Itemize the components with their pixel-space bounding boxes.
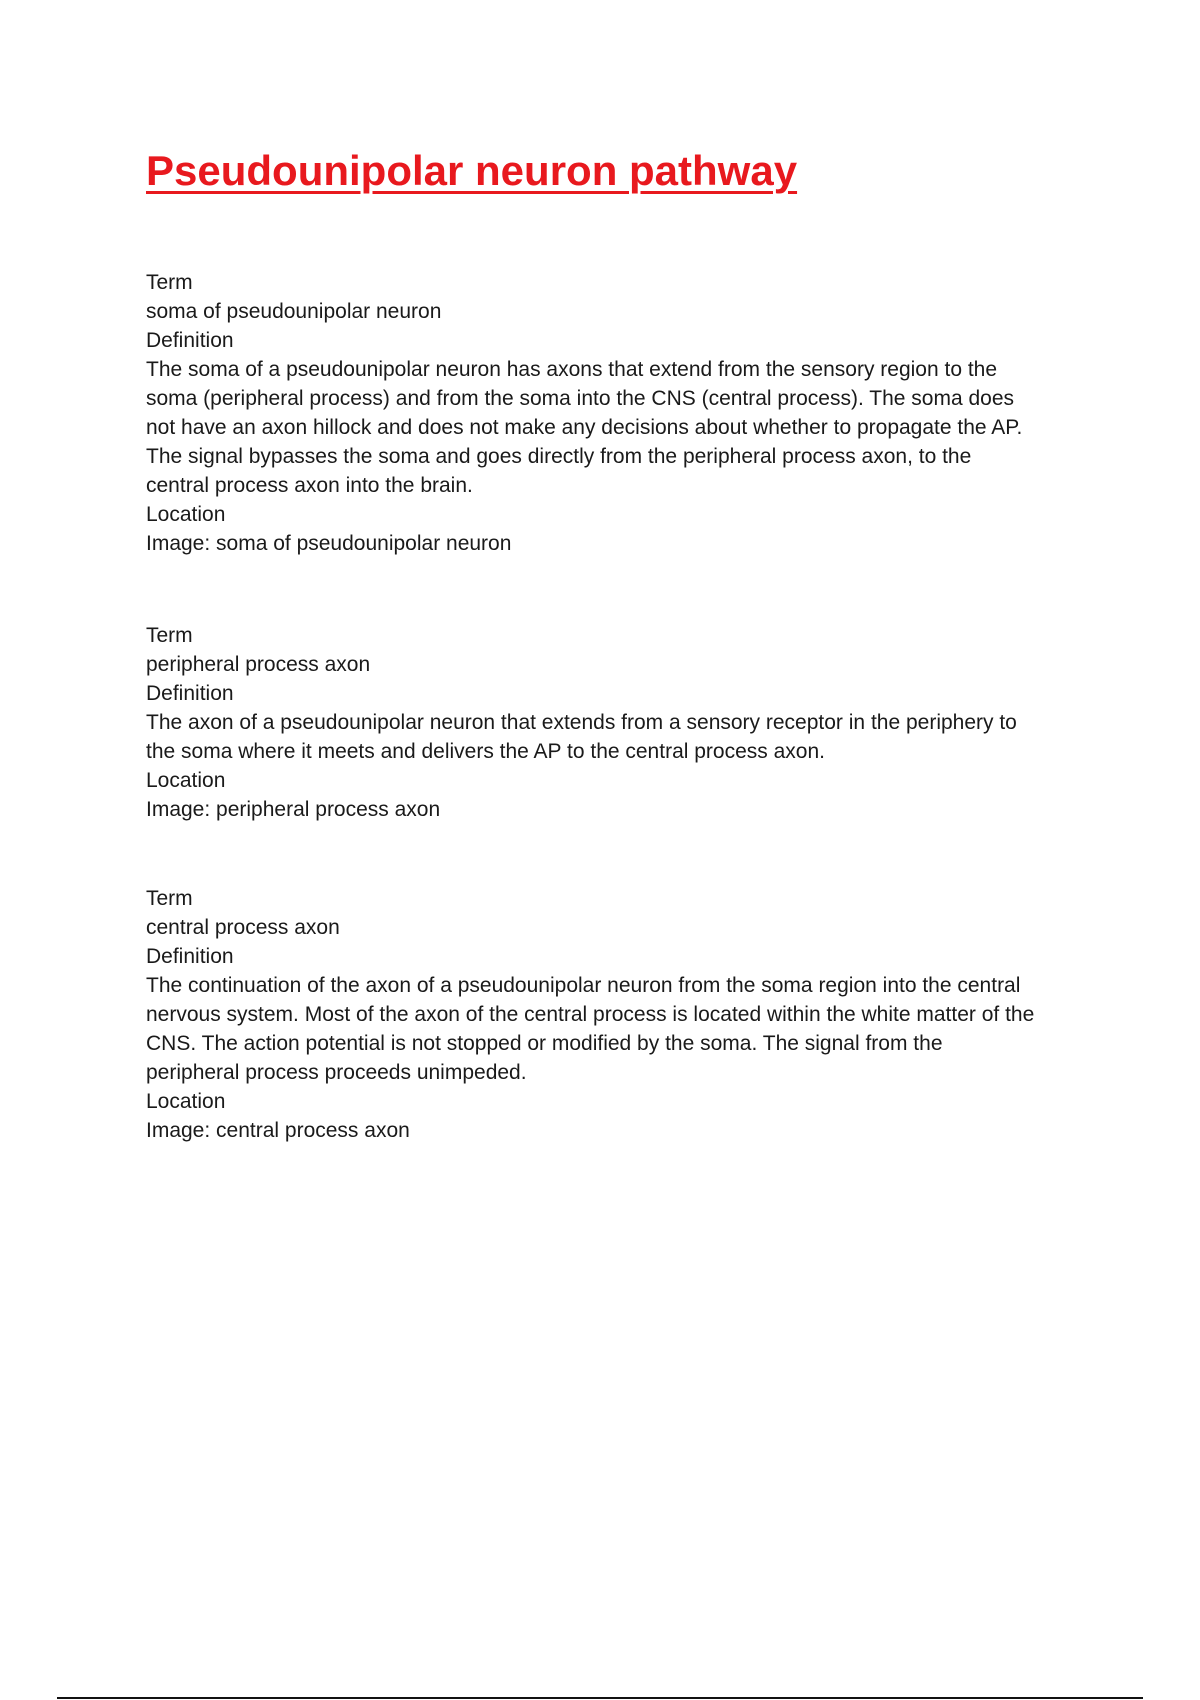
definition-line: nervous system. Most of the axon of the central process is located within the white matter of the	[146, 1003, 1035, 1026]
definition-line: The soma of a pseudounipolar neuron has axons that extend from the sensory region to the	[146, 358, 998, 381]
term-label: Term	[146, 887, 193, 910]
image-caption: Image: soma of pseudounipolar neuron	[146, 532, 512, 555]
definition-label: Definition	[146, 682, 234, 705]
location-label: Location	[146, 769, 226, 792]
location-label: Location	[146, 1090, 226, 1113]
definition-line: the soma where it meets and delivers the AP to the central process axon.	[146, 740, 825, 763]
footer-divider	[57, 1697, 1143, 1699]
flashcard-central-process	[146, 884, 1086, 1145]
definition-label: Definition	[146, 329, 234, 352]
term-text: central process axon	[146, 916, 340, 939]
definition-line: soma (peripheral process) and from the soma into the CNS (central process). The soma does	[146, 387, 1014, 410]
definition-label: Definition	[146, 945, 234, 968]
location-label: Location	[146, 503, 226, 526]
term-label: Term	[146, 271, 193, 294]
flashcard-peripheral-process	[146, 621, 1086, 824]
definition-line: The axon of a pseudounipolar neuron that extends from a sensory receptor in the periphery to	[146, 711, 1017, 734]
definition-line: central process axon into the brain.	[146, 474, 473, 497]
term-text: soma of pseudounipolar neuron	[146, 300, 442, 323]
definition-line: The continuation of the axon of a pseudounipolar neuron from the soma region into the central	[146, 974, 1021, 997]
definition-line: peripheral process proceeds unimpeded.	[146, 1061, 527, 1084]
term-text: peripheral process axon	[146, 653, 371, 676]
flashcard-soma	[146, 268, 1086, 558]
definition-line: The signal bypasses the soma and goes directly from the peripheral process axon, to the	[146, 445, 972, 468]
image-caption: Image: peripheral process axon	[146, 798, 441, 821]
page-title: Pseudounipolar neuron pathway	[146, 147, 798, 194]
term-label: Term	[146, 624, 193, 647]
image-caption: Image: central process axon	[146, 1119, 410, 1142]
definition-line: not have an axon hillock and does not make any decisions about whether to propagate the AP.	[146, 416, 1023, 439]
definition-line: CNS. The action potential is not stopped or modified by the soma. The signal from the	[146, 1032, 943, 1055]
